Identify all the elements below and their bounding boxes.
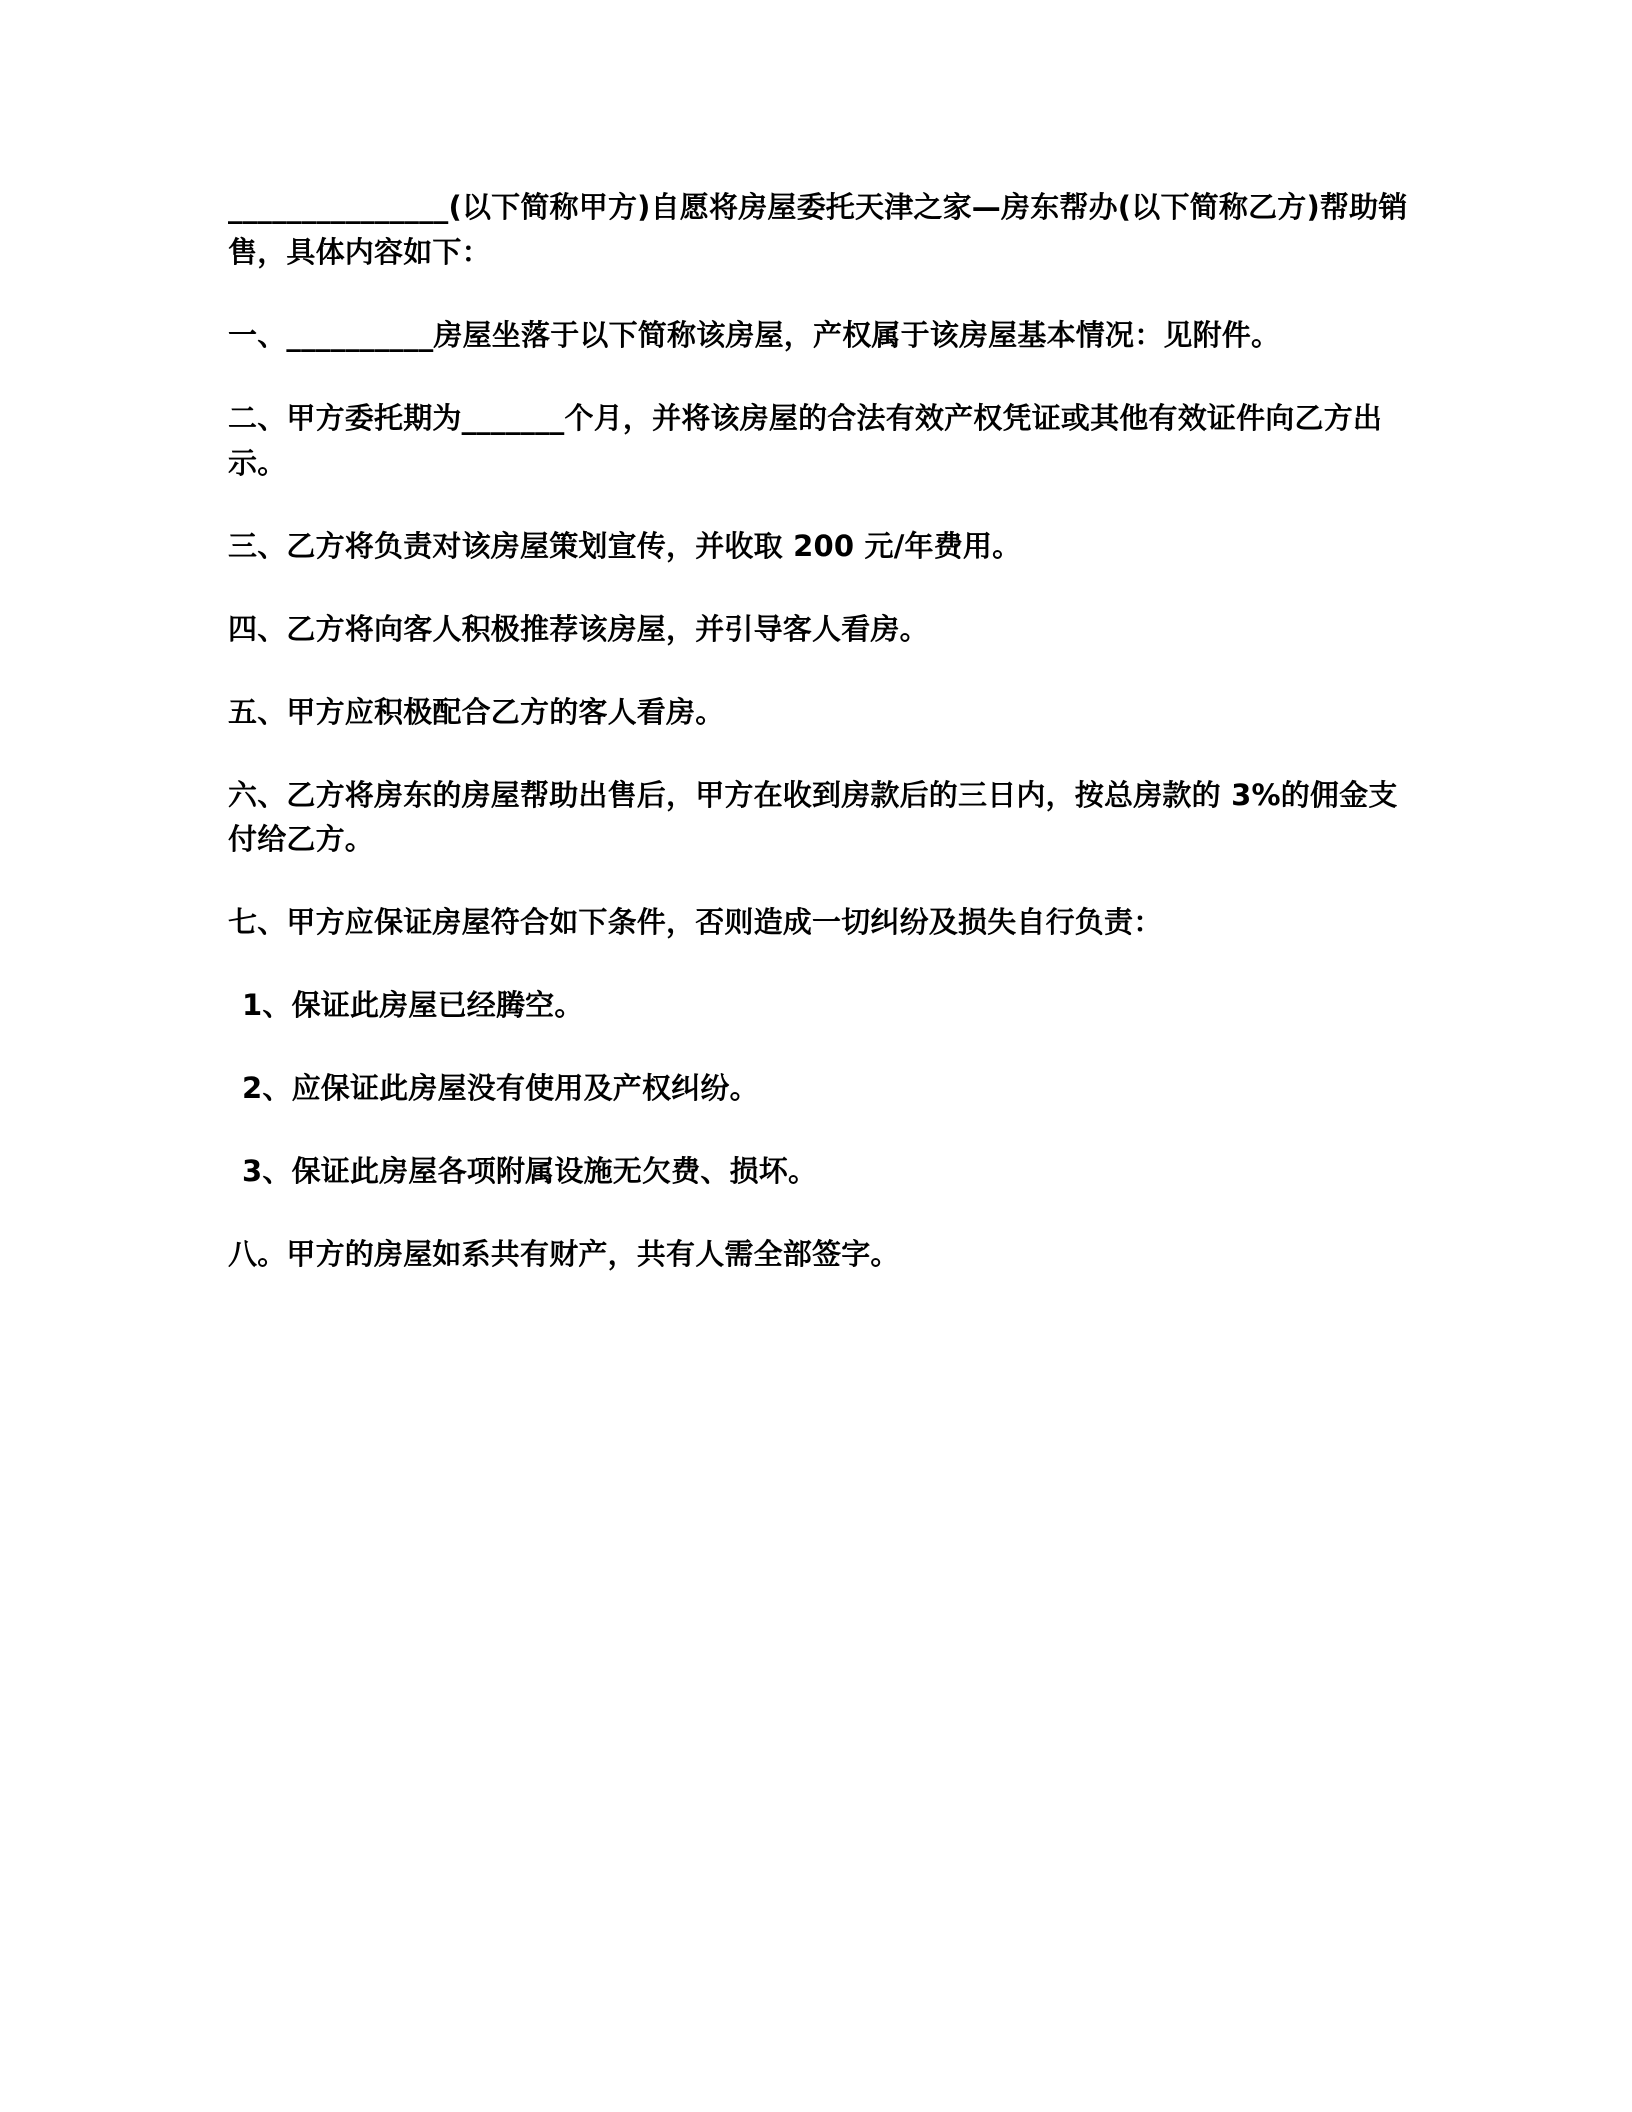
paragraph-clause-7: 七、甲方应保证房屋符合如下条件，否则造成一切纠纷及损失自行负责： (228, 905, 1163, 940)
paragraph-clause-5: 五、甲方应积极配合乙方的客人看房。 (228, 694, 725, 729)
paragraph-clause-7-item-2: 2、应保证此房屋没有使用及产权纠纷。 (242, 1071, 759, 1106)
paragraph-clause-3: 三、乙方将负责对该房屋策划宣传，并收取 200 元/年费用。 (228, 528, 1022, 563)
document-body (228, 185, 1417, 1277)
paragraph-intro: _______________(以下简称甲方)自愿将房屋委托天津之家—房东帮办(以下简称乙方)帮助销售，具体内容如下： (228, 190, 1408, 269)
paragraph-clause-2: 二、甲方委托期为_______个月，并将该房屋的合法有效产权凭证或其他有效证件向乙方出示。 (228, 400, 1383, 480)
paragraph-clause-8: 八。甲方的房屋如系共有财产，共有人需全部签字。 (228, 1237, 900, 1272)
paragraph-clause-7-item-1: 1、保证此房屋已经腾空。 (242, 988, 584, 1023)
paragraph-clause-6: 六、乙方将房东的房屋帮助出售后，甲方在收到房款后的三日内，按总房款的 3%的佣金支付给乙方。 (228, 777, 1398, 857)
paragraph-clause-4: 四、乙方将向客人积极推荐该房屋，并引导客人看房。 (228, 611, 929, 646)
paragraph-clause-1: 一、__________房屋坐落于以下简称该房屋，产权属于该房屋基本情况：见附件。 (228, 317, 1281, 352)
paragraph-clause-7-item-3: 3、保证此房屋各项附属设施无欠费、损坏。 (242, 1154, 818, 1189)
